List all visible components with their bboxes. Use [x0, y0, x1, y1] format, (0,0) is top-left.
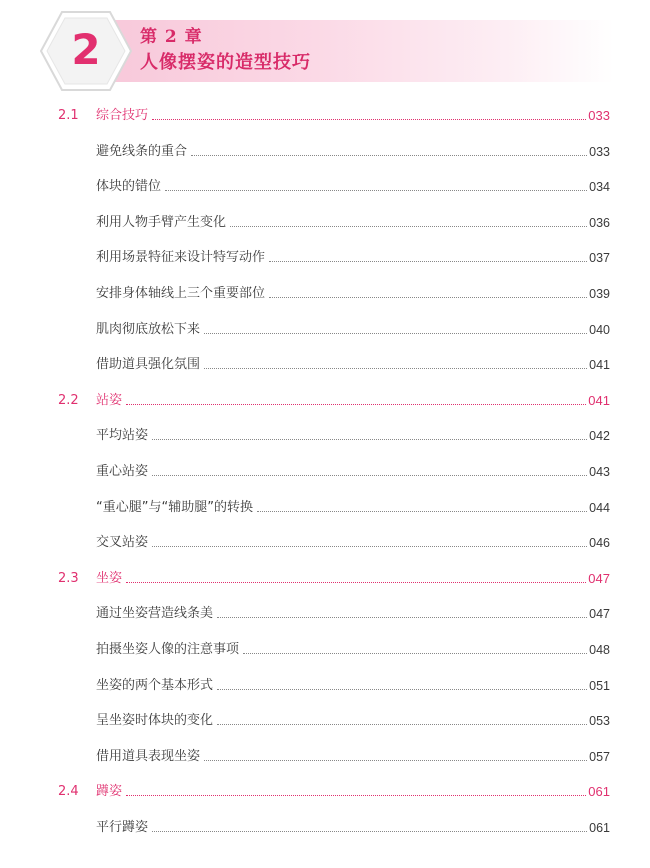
toc-page-number: 047: [588, 570, 610, 586]
toc-page-number: 057: [589, 749, 610, 764]
toc-entry-title: 平均站姿: [96, 428, 149, 444]
toc-section-row[interactable]: [0, 101, 650, 125]
toc-entry-line: [96, 282, 610, 301]
toc-entry-line: [96, 496, 610, 515]
dot-leader: [152, 474, 587, 476]
toc-entry-line: [96, 175, 610, 194]
toc-entry-title: 体块的错位: [96, 179, 162, 195]
chapter-title: 人像摆姿的造型技巧: [140, 52, 311, 73]
dot-leader: [217, 616, 587, 618]
toc-entry-line: [96, 211, 610, 230]
dot-leader: [217, 688, 587, 690]
toc-page-number: 041: [589, 358, 610, 373]
toc-entry-row[interactable]: [0, 137, 650, 161]
toc-entry-line: [96, 318, 610, 337]
dot-leader: [126, 794, 586, 796]
toc-entry-title: “重心腿”与“辅助腿”的转换: [96, 499, 253, 515]
dot-leader: [269, 260, 587, 262]
toc-entry-title: 通过坐姿营造线条美: [96, 606, 214, 622]
toc-page-number: 033: [589, 144, 610, 159]
toc-page-number: 047: [589, 607, 610, 622]
toc-entry-row[interactable]: [0, 528, 650, 552]
toc-entry-title: 借用道具表现坐姿: [96, 748, 201, 764]
toc-page-number: 043: [589, 465, 610, 479]
toc-entry-row[interactable]: [0, 671, 650, 695]
dot-leader: [165, 189, 587, 191]
toc-page-number: 051: [589, 678, 610, 693]
dot-leader: [152, 545, 587, 547]
toc-entry-row[interactable]: [0, 706, 650, 730]
toc-entry-row[interactable]: [0, 742, 650, 766]
toc-entry-row[interactable]: [0, 493, 650, 517]
toc-entry-line: [96, 246, 610, 265]
toc-page-number: 044: [589, 500, 610, 515]
toc-entry-title: 安排身体轴线上三个重要部位: [96, 286, 266, 301]
toc-entry-title: 避免线条的重合: [96, 143, 188, 159]
dot-leader: [126, 403, 586, 405]
dot-leader: [204, 367, 587, 369]
toc-entry-line: [96, 745, 610, 764]
toc-entry-row[interactable]: [0, 279, 650, 303]
toc-entry-row[interactable]: [0, 635, 650, 659]
toc-entry-row[interactable]: [0, 315, 650, 339]
toc-page-number: 034: [589, 180, 610, 195]
toc-entry-line: [96, 389, 610, 408]
toc-entry-title: 利用人物手臂产生变化: [96, 214, 227, 230]
toc-entry-title: 呈坐姿时体块的变化: [96, 713, 214, 729]
dot-leader: [269, 296, 587, 298]
toc-entry-line: [96, 531, 610, 550]
toc-page-number: 033: [588, 108, 610, 123]
toc-page-number: 061: [589, 821, 610, 835]
toc-entry-line: [96, 140, 610, 159]
toc-page-number: 048: [589, 643, 610, 657]
toc-entry-line: [96, 780, 610, 799]
toc-entry-title: 重心站姿: [96, 464, 149, 479]
dot-leader: [152, 438, 587, 440]
toc-section-number: 2.1: [58, 108, 79, 123]
toc-entry-line: [96, 353, 610, 372]
dot-leader: [204, 332, 587, 334]
toc-entry-row[interactable]: [0, 421, 650, 445]
toc-entry-title: 借助道具强化氛围: [96, 357, 201, 373]
toc-section-title: 综合技巧: [96, 108, 149, 123]
toc-section-row[interactable]: [0, 564, 650, 588]
toc-page-number: 061: [588, 784, 610, 800]
toc-page-number: 041: [588, 392, 610, 408]
toc-section-title: 坐姿: [96, 570, 123, 586]
toc-entry-line: [96, 104, 610, 123]
toc-entry-row[interactable]: [0, 457, 650, 481]
toc-page-number: 036: [589, 215, 610, 230]
toc-entry-row[interactable]: [0, 243, 650, 267]
toc-entry-line: [96, 460, 610, 479]
chapter-number: 2: [71, 25, 101, 74]
toc-entry-line: [96, 424, 610, 443]
toc-page-number: 037: [589, 251, 610, 266]
toc-section-title: 站姿: [96, 392, 123, 408]
toc-entry-title: 拍摄坐姿人像的注意事项: [96, 642, 240, 657]
dot-leader: [230, 225, 587, 227]
toc-page-number: 042: [589, 429, 610, 444]
toc-entry-line: [96, 816, 610, 835]
toc-entry-row[interactable]: [0, 350, 650, 374]
toc-page-number: 040: [589, 322, 610, 337]
dot-leader: [257, 510, 587, 512]
chapter-label: 第 2 章: [140, 27, 203, 47]
toc-section-number: 2.2: [58, 392, 79, 408]
dot-leader: [152, 830, 587, 832]
dot-leader: [191, 154, 587, 156]
dot-leader: [204, 759, 587, 761]
toc-entry-row[interactable]: [0, 813, 650, 837]
toc-entry-line: [96, 567, 610, 586]
toc-entry-title: 坐姿的两个基本形式: [96, 677, 214, 693]
toc-page-number: 039: [589, 287, 610, 301]
toc-entry-title: 利用场景特征来设计特写动作: [96, 250, 266, 266]
toc-entry-line: [96, 602, 610, 621]
dot-leader: [126, 581, 586, 583]
dot-leader: [243, 652, 587, 654]
toc-section-number: 2.3: [58, 570, 79, 586]
dot-leader: [152, 118, 586, 120]
toc-page-number: 053: [589, 714, 610, 729]
toc-entry-row[interactable]: [0, 599, 650, 623]
toc-section-row[interactable]: [0, 777, 650, 801]
toc-section-number: 2.4: [58, 784, 79, 800]
toc-entry-title: 交叉站姿: [96, 535, 149, 551]
toc-page-number: 046: [589, 536, 610, 551]
toc-section-title: 蹲姿: [96, 784, 123, 800]
toc-entry-title: 平行蹲姿: [96, 820, 149, 835]
toc-entry-row[interactable]: [0, 172, 650, 196]
dot-leader: [217, 723, 587, 725]
toc-entry-line: [96, 709, 610, 728]
toc-entry-title: 肌肉彻底放松下来: [96, 321, 201, 337]
toc-entry-line: [96, 674, 610, 693]
toc-section-row[interactable]: [0, 386, 650, 410]
toc-entry-row[interactable]: [0, 208, 650, 232]
toc-entry-line: [96, 638, 610, 657]
